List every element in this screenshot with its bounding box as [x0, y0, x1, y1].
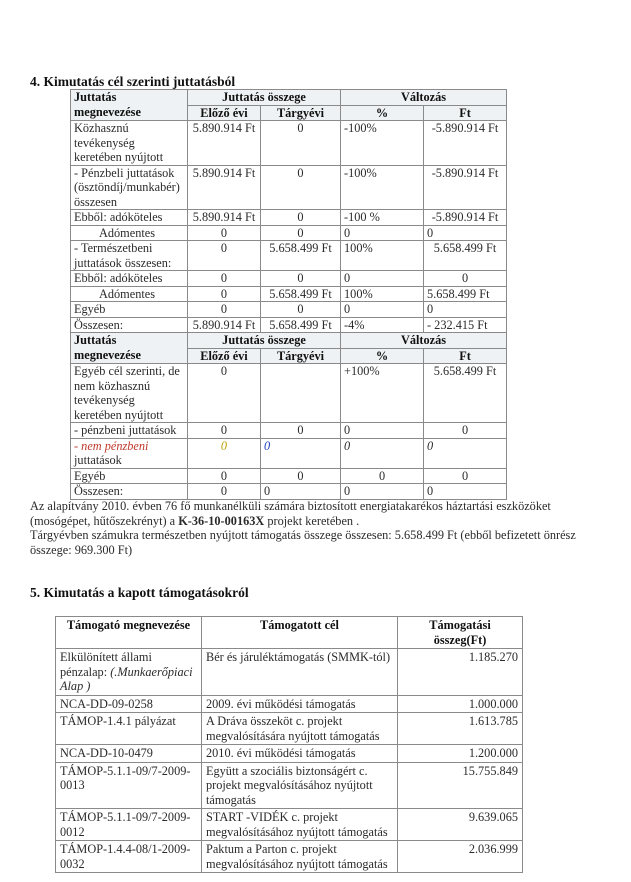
- supporter-name: TÁMOP-1.4.4-08/1-2009-0032: [60, 842, 191, 871]
- table-row: [71, 286, 507, 302]
- percent-change-cell: -4%: [341, 317, 424, 333]
- table-row: [71, 210, 507, 226]
- ft-change-cell: 0: [424, 438, 507, 468]
- table-row: [71, 468, 507, 484]
- ft-change-cell: -5.890.914 Ft: [424, 210, 507, 226]
- percent-change-cell: 0: [341, 302, 424, 318]
- supporter-name: NCA-DD-09-0258: [60, 696, 153, 711]
- ft-change-cell: 0: [424, 423, 507, 439]
- table-row: [56, 841, 523, 873]
- ft-change-cell: 5.658.499 Ft: [424, 241, 507, 271]
- row-label: Ebből: adóköteles: [71, 210, 188, 226]
- note-text: Az alapítvány 2010. évben 76 fő munkanélküli számára biztosított energiatakarékos háztartási eszközöket (mosógépet, hűtőszekrényt) a: [30, 499, 551, 528]
- row-label: Adómentes: [71, 286, 188, 302]
- row-label: Összesen:: [71, 317, 188, 333]
- row-label: [71, 438, 188, 468]
- supporter-note: (.Munkaerőpiaci Alap ): [60, 664, 193, 693]
- ft-change-cell: 0: [424, 484, 507, 500]
- table-row: [56, 713, 523, 745]
- supporter-cell: [56, 649, 202, 696]
- prev-year-cell: 0: [188, 286, 261, 302]
- prev-year-cell: 0: [188, 423, 261, 439]
- amount-cell: 15.755.849: [398, 762, 523, 809]
- ft-change-cell: 0: [424, 302, 507, 318]
- row-label: Egyéb cél szerinti, de nem közhasznú tevékenység keretében nyújtott: [71, 364, 188, 423]
- ft-change-cell: -5.890.914 Ft: [424, 165, 507, 210]
- prev-year-cell: 0: [188, 271, 261, 287]
- header-name: Juttatás megnevezése: [71, 90, 188, 121]
- grants-table: [55, 616, 523, 873]
- supporter-name: TÁMOP-5.1.1-09/7-2009-0012: [60, 810, 191, 839]
- row-label: - pénzbeni juttatások: [71, 423, 188, 439]
- table-row: [71, 438, 507, 468]
- ft-change-cell: -5.890.914 Ft: [424, 121, 507, 166]
- amount-cell: 9.639.065: [398, 809, 523, 841]
- table-row: [56, 762, 523, 809]
- note-paragraph: [30, 499, 600, 557]
- section-4-title: 4. Kimutatás cél szerinti juttatásból: [30, 74, 236, 89]
- project-code: K-36-10-00163X: [178, 513, 265, 528]
- supporter-cell: [56, 809, 202, 841]
- table-row: [71, 241, 507, 271]
- current-year-cell: 0: [261, 423, 341, 439]
- header-percent: %: [341, 348, 424, 364]
- current-year-cell: 0: [261, 165, 341, 210]
- prev-year-cell: 0: [188, 468, 261, 484]
- row-label: Egyéb: [71, 302, 188, 318]
- supporter-name: Elkülönített állami pénzalap:: [60, 650, 152, 679]
- header-current-year: Tárgyévi: [261, 348, 341, 364]
- header-goal: Támogatott cél: [202, 617, 398, 649]
- prev-year-cell: 0: [188, 225, 261, 241]
- table-row: [71, 484, 507, 500]
- goal-cell: START -VIDÉK c. projekt megvalósításához nyújtott támogatás: [202, 809, 398, 841]
- ft-change-cell: 0: [424, 468, 507, 484]
- row-label: Összesen:: [71, 484, 188, 500]
- header-amount: Juttatás összege: [188, 333, 341, 349]
- supporter-cell: [56, 713, 202, 745]
- row-label-rest: juttatások: [74, 453, 122, 467]
- percent-change-cell: 0: [341, 484, 424, 500]
- prev-year-cell: 0: [188, 484, 261, 500]
- section-5-title: 5. Kimutatás a kapott támogatásokról: [30, 585, 249, 600]
- table-row: [71, 364, 507, 423]
- amount-cell: 1.613.785: [398, 713, 523, 745]
- row-label: Ebből: adóköteles: [71, 271, 188, 287]
- header-prev-year: Előző évi: [188, 348, 261, 364]
- supporter-name: NCA-DD-10-0479: [60, 746, 153, 760]
- goal-cell: 2010. évi működési támogatás: [202, 745, 398, 763]
- row-label-highlight: - nem pénzbeni: [74, 438, 149, 453]
- goal-cell: Bér és járuléktámogatás (SMMK-tól): [202, 649, 398, 696]
- current-year-cell: 5.658.499 Ft: [261, 241, 341, 271]
- row-label: Egyéb: [71, 468, 188, 484]
- current-year-cell: 5.658.499 Ft: [261, 317, 341, 333]
- header-name: Juttatás megnevezése: [71, 333, 188, 364]
- current-year-cell: 0: [261, 271, 341, 287]
- header-row: [56, 617, 523, 649]
- amount-cell: 1.000.000: [398, 695, 523, 713]
- table-row: [56, 649, 523, 696]
- row-label: Adómentes: [71, 225, 188, 241]
- current-year-cell: 0: [261, 438, 341, 468]
- current-year-cell: 5.658.499 Ft: [261, 286, 341, 302]
- row-label: - Pénzbeli juttatások (ösztöndíj/munkabér) összesen: [71, 165, 188, 210]
- note-text-2: Tárgyévben számukra természetben nyújtott támogatás összege összesen: 5.658.499 Ft (ebből befizetett önrész összege: 969.300 Ft): [30, 528, 576, 557]
- percent-change-cell: 100%: [341, 286, 424, 302]
- prev-year-cell: 0: [188, 302, 261, 318]
- percent-change-cell: 0: [341, 271, 424, 287]
- table-row: [71, 121, 507, 166]
- amount-cell: 2.036.999: [398, 841, 523, 873]
- ft-change-cell: - 232.415 Ft: [424, 317, 507, 333]
- prev-year-cell: 5.890.914 Ft: [188, 210, 261, 226]
- benefits-table: [70, 89, 507, 500]
- amount-cell: 1.200.000: [398, 745, 523, 763]
- percent-change-cell: -100%: [341, 165, 424, 210]
- table-row: [56, 695, 523, 713]
- current-year-cell: 0: [261, 468, 341, 484]
- table-row: [56, 745, 523, 763]
- header-amount: Juttatás összege: [188, 90, 341, 106]
- row-label: - Természetbeni juttatások összesen:: [71, 241, 188, 271]
- supporter-cell: [56, 745, 202, 763]
- current-year-cell: 0: [261, 484, 341, 500]
- ft-change-cell: 0: [424, 225, 507, 241]
- prev-year-cell: 5.890.914 Ft: [188, 165, 261, 210]
- supporter-name: TÁMOP-1.4.1 pályázat: [60, 714, 176, 728]
- percent-change-cell: 0: [341, 438, 424, 468]
- supporter-cell: [56, 695, 202, 713]
- note-text-end: projekt keretében .: [264, 513, 360, 528]
- prev-year-cell: 0: [188, 241, 261, 271]
- prev-year-cell: 5.890.914 Ft: [188, 317, 261, 333]
- supporter-cell: [56, 762, 202, 809]
- header-ft: Ft: [424, 348, 507, 364]
- table-row: [71, 225, 507, 241]
- goal-cell: 2009. évi működési támogatás: [202, 695, 398, 713]
- current-year-cell: 0: [261, 210, 341, 226]
- header-row: [71, 90, 507, 106]
- percent-change-cell: +100%: [341, 364, 424, 423]
- current-year-cell: 0: [261, 302, 341, 318]
- ft-change-cell: 0: [424, 271, 507, 287]
- header-prev-year: Előző évi: [188, 105, 261, 121]
- ft-change-cell: 5.658.499 Ft: [424, 286, 507, 302]
- current-year-cell: 0: [261, 225, 341, 241]
- prev-year-cell: 5.890.914 Ft: [188, 121, 261, 166]
- percent-change-cell: -100%: [341, 121, 424, 166]
- supporter-cell: [56, 841, 202, 873]
- prev-year-cell: 0: [188, 364, 261, 423]
- goal-cell: Együtt a szociális biztonságért c. projekt megvalósításához nyújtott támogatás: [202, 762, 398, 809]
- goal-cell: Paktum a Parton c. projekt megvalósításához nyújtott támogatás: [202, 841, 398, 873]
- header-amount: Támogatási összeg(Ft): [398, 617, 523, 649]
- ft-change-cell: 5.658.499 Ft: [424, 364, 507, 423]
- percent-change-cell: 0: [341, 468, 424, 484]
- percent-change-cell: 0: [341, 225, 424, 241]
- table-row: [71, 423, 507, 439]
- header-change: Változás: [341, 333, 507, 349]
- table-row: [71, 165, 507, 210]
- amount-cell: 1.185.270: [398, 649, 523, 696]
- percent-change-cell: 0: [341, 423, 424, 439]
- header-ft: Ft: [424, 105, 507, 121]
- table-row: [71, 302, 507, 318]
- current-year-cell: 0: [261, 121, 341, 166]
- prev-year-cell: 0: [188, 438, 261, 468]
- header-current-year: Tárgyévi: [261, 105, 341, 121]
- percent-change-cell: 100%: [341, 241, 424, 271]
- table-row: [71, 271, 507, 287]
- header-percent: %: [341, 105, 424, 121]
- table-row: [71, 317, 507, 333]
- current-year-cell: [261, 364, 341, 423]
- header-change: Változás: [341, 90, 507, 106]
- goal-cell: A Dráva összeköt c. projekt megvalósítására nyújtott támogatás: [202, 713, 398, 745]
- header-row: [71, 333, 507, 349]
- table-row: [56, 809, 523, 841]
- percent-change-cell: -100 %: [341, 210, 424, 226]
- header-supporter: Támogató megnevezése: [56, 617, 202, 649]
- row-label: Közhasznú tevékenység keretében nyújtott: [71, 121, 188, 166]
- supporter-name: TÁMOP-5.1.1-09/7-2009-0013: [60, 763, 191, 792]
